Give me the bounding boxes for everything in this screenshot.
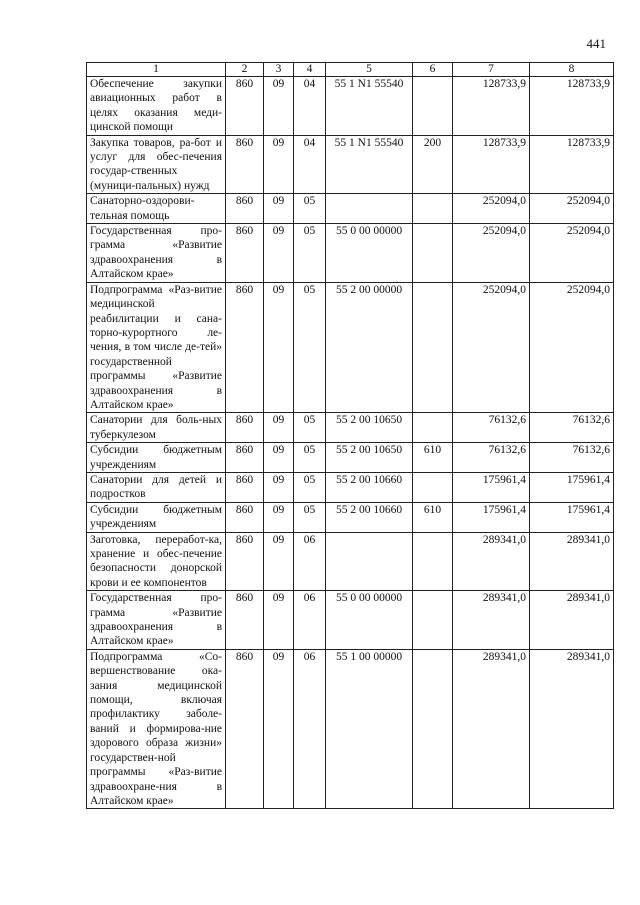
cell-section-code: 09 xyxy=(264,502,294,532)
cell-target-article-code: 55 2 00 10650 xyxy=(326,413,413,443)
cell-target-article-code xyxy=(326,532,413,591)
cell-subsection-code: 04 xyxy=(294,77,326,136)
cell-amount-col-8: 76132,6 xyxy=(530,443,614,473)
budget-table xyxy=(86,62,614,809)
cell-subsection-code: 05 xyxy=(294,224,326,283)
column-header-5: 5 xyxy=(326,63,413,77)
cell-amount-col-7: 289341,0 xyxy=(453,649,530,808)
cell-target-article-code xyxy=(326,194,413,224)
cell-item-name: Государственная про-грамма «Развитие здравоохранения в Алтайском крае» xyxy=(87,224,226,283)
table-row xyxy=(87,591,614,650)
cell-amount-col-8: 175961,4 xyxy=(530,502,614,532)
cell-ministry-code: 860 xyxy=(226,443,264,473)
cell-subsection-code: 06 xyxy=(294,649,326,808)
cell-amount-col-8: 76132,6 xyxy=(530,413,614,443)
cell-target-article-code: 55 0 00 00000 xyxy=(326,591,413,650)
table-row xyxy=(87,532,614,591)
cell-amount-col-8: 289341,0 xyxy=(530,532,614,591)
cell-ministry-code: 860 xyxy=(226,591,264,650)
cell-target-article-code: 55 1 N1 55540 xyxy=(326,77,413,136)
cell-amount-col-7: 128733,9 xyxy=(453,77,530,136)
cell-section-code: 09 xyxy=(264,224,294,283)
cell-section-code: 09 xyxy=(264,443,294,473)
cell-subsection-code: 05 xyxy=(294,502,326,532)
table-row xyxy=(87,443,614,473)
cell-subsection-code: 06 xyxy=(294,532,326,591)
cell-item-name: Санаторно-оздорови-тельная помощь xyxy=(87,194,226,224)
column-header-2: 2 xyxy=(226,63,264,77)
cell-expense-type-code xyxy=(413,224,453,283)
cell-section-code: 09 xyxy=(264,194,294,224)
cell-ministry-code: 860 xyxy=(226,194,264,224)
column-header-4: 4 xyxy=(294,63,326,77)
cell-item-name: Подпрограмма «Со-вершенствование ока-зания медицинской помощи, включая профилактику заболе-ваний и формирова-ние здорового образа жизни» государствен-ной программы «Раз-витие здравоохране-ния в Алтайском крае» xyxy=(87,649,226,808)
cell-item-name: Подпрограмма «Раз-витие медицинской реабилитации и сана-торно-курортного ле-чения, в том числе де-тей» государственной программы «Развитие здравоохранения в Алтайском крае» xyxy=(87,282,226,413)
cell-ministry-code: 860 xyxy=(226,413,264,443)
cell-ministry-code: 860 xyxy=(226,649,264,808)
cell-ministry-code: 860 xyxy=(226,224,264,283)
cell-section-code: 09 xyxy=(264,77,294,136)
cell-amount-col-8: 252094,0 xyxy=(530,224,614,283)
table-body xyxy=(87,77,614,809)
column-header-8: 8 xyxy=(530,63,614,77)
cell-subsection-code: 05 xyxy=(294,472,326,502)
cell-expense-type-code xyxy=(413,194,453,224)
column-header-1: 1 xyxy=(87,63,226,77)
cell-ministry-code: 860 xyxy=(226,135,264,194)
cell-amount-col-7: 252094,0 xyxy=(453,282,530,413)
cell-expense-type-code: 610 xyxy=(413,443,453,473)
cell-ministry-code: 860 xyxy=(226,77,264,136)
table-row xyxy=(87,413,614,443)
table-row xyxy=(87,194,614,224)
cell-section-code: 09 xyxy=(264,649,294,808)
cell-amount-col-7: 289341,0 xyxy=(453,532,530,591)
cell-expense-type-code: 200 xyxy=(413,135,453,194)
column-header-6: 6 xyxy=(413,63,453,77)
cell-section-code: 09 xyxy=(264,472,294,502)
cell-ministry-code: 860 xyxy=(226,282,264,413)
cell-amount-col-8: 252094,0 xyxy=(530,194,614,224)
cell-expense-type-code xyxy=(413,532,453,591)
cell-amount-col-7: 175961,4 xyxy=(453,502,530,532)
header-row xyxy=(87,63,614,77)
cell-amount-col-8: 128733,9 xyxy=(530,77,614,136)
cell-target-article-code: 55 2 00 10660 xyxy=(326,472,413,502)
cell-item-name: Субсидии бюджетным учреждениям xyxy=(87,443,226,473)
cell-item-name: Государственная про-грамма «Развитие здравоохранения в Алтайском крае» xyxy=(87,591,226,650)
cell-item-name: Закупка товаров, ра-бот и услуг для обес-печения государ-ственных (муници-пальных) нужд xyxy=(87,135,226,194)
cell-amount-col-7: 128733,9 xyxy=(453,135,530,194)
cell-item-name: Заготовка, переработ-ка, хранение и обес-печение безопасности донорской крови и ее компонентов xyxy=(87,532,226,591)
table-row xyxy=(87,649,614,808)
cell-ministry-code: 860 xyxy=(226,502,264,532)
cell-subsection-code: 05 xyxy=(294,443,326,473)
table-row xyxy=(87,224,614,283)
cell-amount-col-7: 76132,6 xyxy=(453,413,530,443)
cell-amount-col-8: 128733,9 xyxy=(530,135,614,194)
column-header-3: 3 xyxy=(264,63,294,77)
cell-amount-col-7: 252094,0 xyxy=(453,224,530,283)
table-row xyxy=(87,472,614,502)
cell-expense-type-code xyxy=(413,649,453,808)
cell-subsection-code: 06 xyxy=(294,591,326,650)
cell-amount-col-7: 252094,0 xyxy=(453,194,530,224)
cell-subsection-code: 05 xyxy=(294,194,326,224)
table-row xyxy=(87,135,614,194)
cell-item-name: Обеспечение закупки авиационных работ в целях оказания меди-цинской помощи xyxy=(87,77,226,136)
cell-subsection-code: 05 xyxy=(294,282,326,413)
cell-expense-type-code xyxy=(413,413,453,443)
cell-amount-col-8: 175961,4 xyxy=(530,472,614,502)
cell-subsection-code: 05 xyxy=(294,413,326,443)
cell-amount-col-7: 175961,4 xyxy=(453,472,530,502)
table-row xyxy=(87,502,614,532)
page-number: 441 xyxy=(586,36,606,51)
cell-item-name: Санатории для боль-ных туберкулезом xyxy=(87,413,226,443)
cell-section-code: 09 xyxy=(264,282,294,413)
cell-section-code: 09 xyxy=(264,591,294,650)
cell-section-code: 09 xyxy=(264,413,294,443)
cell-target-article-code: 55 2 00 10660 xyxy=(326,502,413,532)
cell-expense-type-code xyxy=(413,282,453,413)
cell-expense-type-code xyxy=(413,77,453,136)
cell-target-article-code: 55 2 00 10650 xyxy=(326,443,413,473)
table-row xyxy=(87,77,614,136)
cell-target-article-code: 55 1 N1 55540 xyxy=(326,135,413,194)
cell-amount-col-8: 289341,0 xyxy=(530,591,614,650)
cell-amount-col-7: 289341,0 xyxy=(453,591,530,650)
cell-amount-col-7: 76132,6 xyxy=(453,443,530,473)
cell-target-article-code: 55 1 00 00000 xyxy=(326,649,413,808)
cell-expense-type-code: 610 xyxy=(413,502,453,532)
column-header-7: 7 xyxy=(453,63,530,77)
cell-amount-col-8: 252094,0 xyxy=(530,282,614,413)
cell-amount-col-8: 289341,0 xyxy=(530,649,614,808)
cell-item-name: Санатории для детей и подростков xyxy=(87,472,226,502)
cell-expense-type-code xyxy=(413,472,453,502)
cell-subsection-code: 04 xyxy=(294,135,326,194)
cell-target-article-code: 55 2 00 00000 xyxy=(326,282,413,413)
cell-ministry-code: 860 xyxy=(226,472,264,502)
cell-ministry-code: 860 xyxy=(226,532,264,591)
cell-section-code: 09 xyxy=(264,135,294,194)
cell-section-code: 09 xyxy=(264,532,294,591)
cell-target-article-code: 55 0 00 00000 xyxy=(326,224,413,283)
cell-item-name: Субсидии бюджетным учреждениям xyxy=(87,502,226,532)
cell-expense-type-code xyxy=(413,591,453,650)
table-row xyxy=(87,282,614,413)
